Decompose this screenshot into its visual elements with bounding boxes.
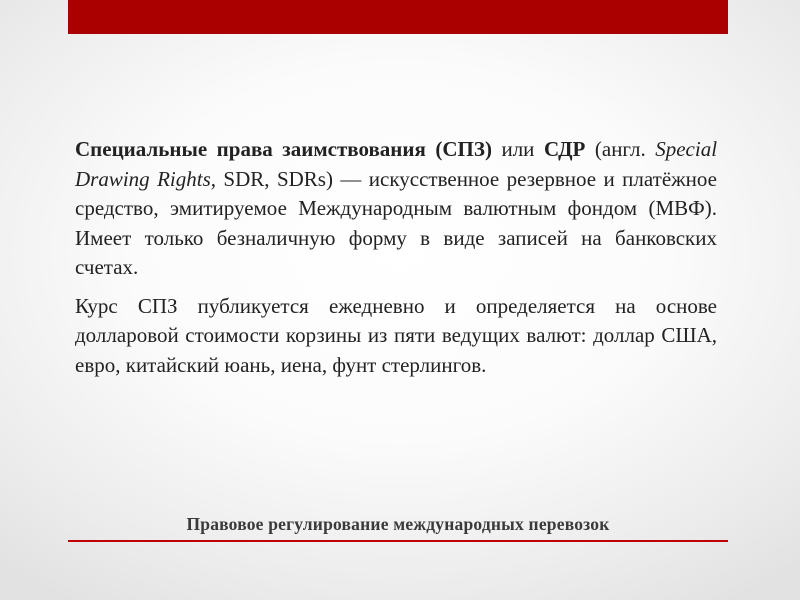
abbr-spz: (СПЗ) [435,137,492,161]
paragraph-exchange-rate: Курс СПЗ публикуется ежедневно и определяется на основе долларовой стоимости корзины из пяти ведущих валют: доллар США, евро, китайский юань, иена, фунт стерлингов. [75,293,717,377]
engl-prefix: (англ. [594,137,646,161]
definition-text: — искусственное резервное и платёжное средство, эмитируемое Международным валютным фондом (МВФ). Имеет только безналичную форму в виде записей на банковских счетах. [75,166,717,279]
footer-divider [68,540,728,542]
footer-title: Правовое регулирование международных перевозок [186,514,610,534]
top-accent-bar [68,0,728,34]
term-spz: Специальные права заимствования [75,137,426,161]
sdr-variants: , SDR, SDRs) [210,166,333,191]
paragraph-definition [75,135,717,283]
abbr-sdr: СДР [543,137,586,161]
word-or: или [501,137,535,161]
slide-body [75,135,717,389]
english-term: Special Drawing Rights [75,137,718,191]
